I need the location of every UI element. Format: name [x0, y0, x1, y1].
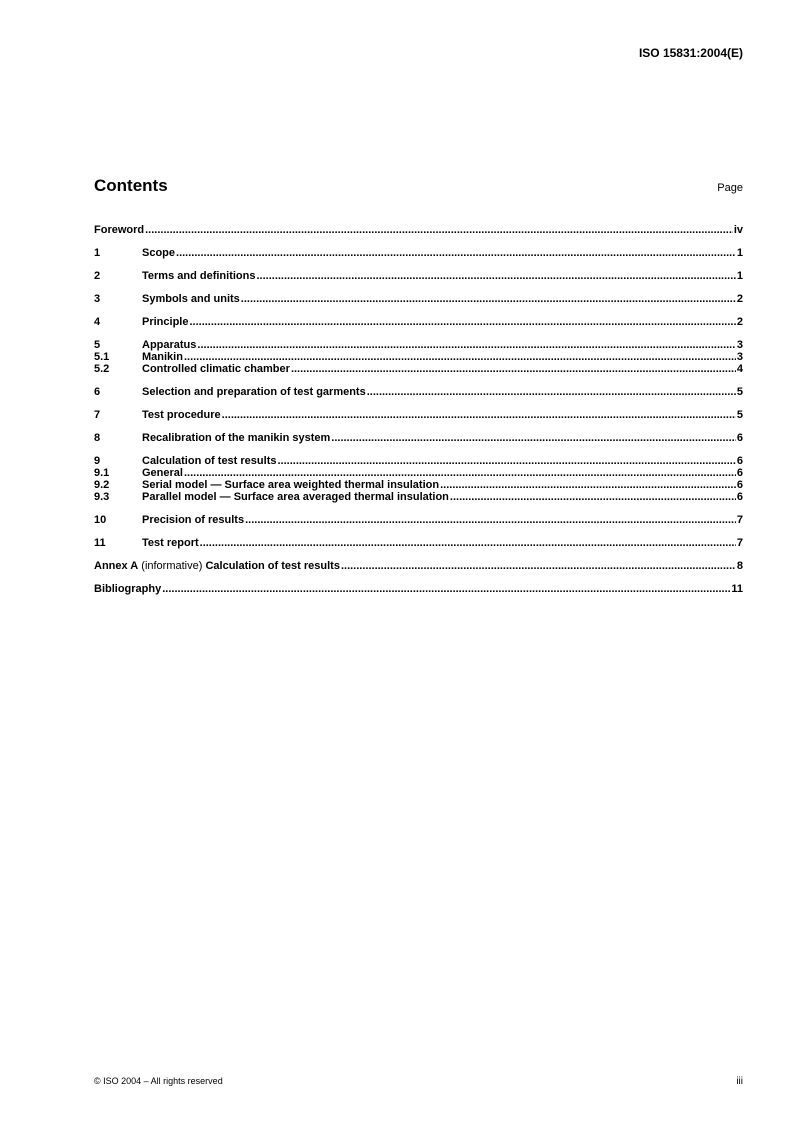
toc-entry-principle[interactable]: [94, 316, 743, 328]
table-of-contents: [94, 224, 743, 595]
toc-entry-number: 7: [94, 409, 101, 421]
toc-entry-page: 7: [736, 514, 743, 526]
toc-entry-test-report[interactable]: [94, 537, 743, 549]
toc-entry-page: 8: [736, 560, 743, 572]
toc-entry-label: Calculation of test results: [142, 455, 277, 467]
document-id: ISO 15831:2004(E): [638, 46, 743, 60]
dot-leader: [145, 224, 733, 236]
toc-entry-page: 7: [736, 537, 743, 549]
toc-entry-page: 3: [736, 339, 743, 351]
toc-entry-label: Recalibration of the manikin system: [142, 432, 331, 444]
page-footer: [94, 1076, 743, 1087]
toc-title: Contents: [94, 176, 168, 195]
toc-entry-label: Controlled climatic chamber: [142, 363, 290, 375]
toc-entry-number: 10: [94, 514, 107, 526]
toc-entry-number: 5.2: [94, 363, 110, 375]
toc-entry-recalibration[interactable]: [94, 432, 743, 444]
toc-entry-number: 9.2: [94, 479, 110, 491]
toc-entry-page: 5: [736, 386, 743, 398]
toc-entry-label: Manikin: [142, 351, 183, 363]
toc-entry-parallel-model[interactable]: [94, 491, 743, 503]
toc-entry-number: 6: [94, 386, 101, 398]
toc-entry-label: Bibliography: [94, 583, 162, 595]
toc-entry-bibliography[interactable]: [94, 583, 743, 595]
toc-entry-label: Principle: [142, 316, 189, 328]
toc-entry-manikin[interactable]: [94, 351, 743, 363]
toc-entry-number: 4: [94, 316, 101, 328]
toc-entry-label: General: [142, 467, 183, 479]
toc-header: [94, 176, 743, 196]
toc-entry-terms-and-definitions[interactable]: [94, 270, 743, 282]
dot-leader: [341, 560, 736, 572]
copyright-notice: © ISO 2004 – All rights reserved: [94, 1076, 223, 1086]
toc-entry-selection-of-test-garments[interactable]: [94, 386, 743, 398]
toc-entry-foreword[interactable]: [94, 224, 743, 236]
toc-entry-label: Selection and preparation of test garments: [142, 386, 366, 398]
toc-entry-label: Serial model — Surface area weighted thermal insulation: [142, 479, 440, 491]
dot-leader: [291, 363, 736, 375]
dot-leader: [189, 316, 735, 328]
toc-entry-serial-model[interactable]: [94, 479, 743, 491]
toc-entry-label: Parallel model — Surface area averaged thermal insulation: [142, 491, 449, 503]
toc-entry-label: [94, 560, 340, 572]
toc-entry-controlled-climatic-chamber[interactable]: [94, 363, 743, 375]
toc-entry-page: 5: [736, 409, 743, 421]
toc-entry-number: 5.1: [94, 351, 110, 363]
toc-entry-label: Scope: [142, 247, 176, 259]
toc-entry-page: 6: [736, 479, 743, 491]
toc-entry-number: 9: [94, 455, 101, 467]
annex-title: Calculation of test results: [205, 560, 340, 572]
toc-entry-page: 6: [736, 491, 743, 503]
toc-entry-page: 2: [736, 293, 743, 305]
toc-entry-number: 1: [94, 247, 101, 259]
toc-entry-number: 2: [94, 270, 101, 282]
toc-entry-page: 6: [736, 455, 743, 467]
annex-label: Annex A: [94, 560, 139, 572]
dot-leader: [440, 479, 736, 491]
toc-entry-label: Test procedure: [142, 409, 221, 421]
toc-entry-general[interactable]: [94, 467, 743, 479]
toc-entry-label: Symbols and units: [142, 293, 240, 305]
dot-leader: [367, 386, 736, 398]
toc-entry-number: 5: [94, 339, 101, 351]
dot-leader: [245, 514, 736, 526]
page-number: iii: [736, 1076, 743, 1087]
toc-entry-precision-of-results[interactable]: [94, 514, 743, 526]
dot-leader: [184, 467, 736, 479]
toc-entry-apparatus[interactable]: [94, 339, 743, 351]
annex-informative-tag: (informative): [138, 560, 206, 572]
toc-entry-label: Precision of results: [142, 514, 245, 526]
toc-entry-label: Foreword: [94, 224, 145, 236]
toc-entry-page: 1: [736, 247, 743, 259]
toc-entry-page: 6: [736, 467, 743, 479]
toc-page-column-label: Page: [717, 182, 743, 194]
dot-leader: [450, 491, 736, 503]
toc-entry-page: 6: [736, 432, 743, 444]
toc-entry-test-procedure[interactable]: [94, 409, 743, 421]
dot-leader: [197, 339, 735, 351]
toc-entry-calculation-of-test-results[interactable]: [94, 455, 743, 467]
toc-entry-number: 9.3: [94, 491, 110, 503]
toc-entry-number: 9.1: [94, 467, 110, 479]
toc-entry-page: iv: [733, 224, 743, 236]
toc-entry-label: Test report: [142, 537, 199, 549]
dot-leader: [241, 293, 736, 305]
dot-leader: [222, 409, 736, 421]
toc-entry-label: Apparatus: [142, 339, 197, 351]
toc-entry-page: 3: [736, 351, 743, 363]
toc-entry-number: 11: [94, 537, 106, 549]
toc-entry-page: 11: [731, 583, 743, 595]
toc-entry-annex-a[interactable]: [94, 560, 743, 572]
dot-leader: [162, 583, 730, 595]
toc-entry-symbols-and-units[interactable]: [94, 293, 743, 305]
toc-entry-page: 1: [736, 270, 743, 282]
dot-leader: [184, 351, 736, 363]
dot-leader: [200, 537, 736, 549]
dot-leader: [256, 270, 735, 282]
toc-entry-scope[interactable]: [94, 247, 743, 259]
toc-entry-number: 8: [94, 432, 101, 444]
toc-entry-number: 3: [94, 293, 101, 305]
dot-leader: [331, 432, 736, 444]
toc-entry-page: 4: [736, 363, 743, 375]
dot-leader: [277, 455, 735, 467]
toc-entry-page: 2: [736, 316, 743, 328]
dot-leader: [176, 247, 736, 259]
toc-entry-label: Terms and definitions: [142, 270, 256, 282]
